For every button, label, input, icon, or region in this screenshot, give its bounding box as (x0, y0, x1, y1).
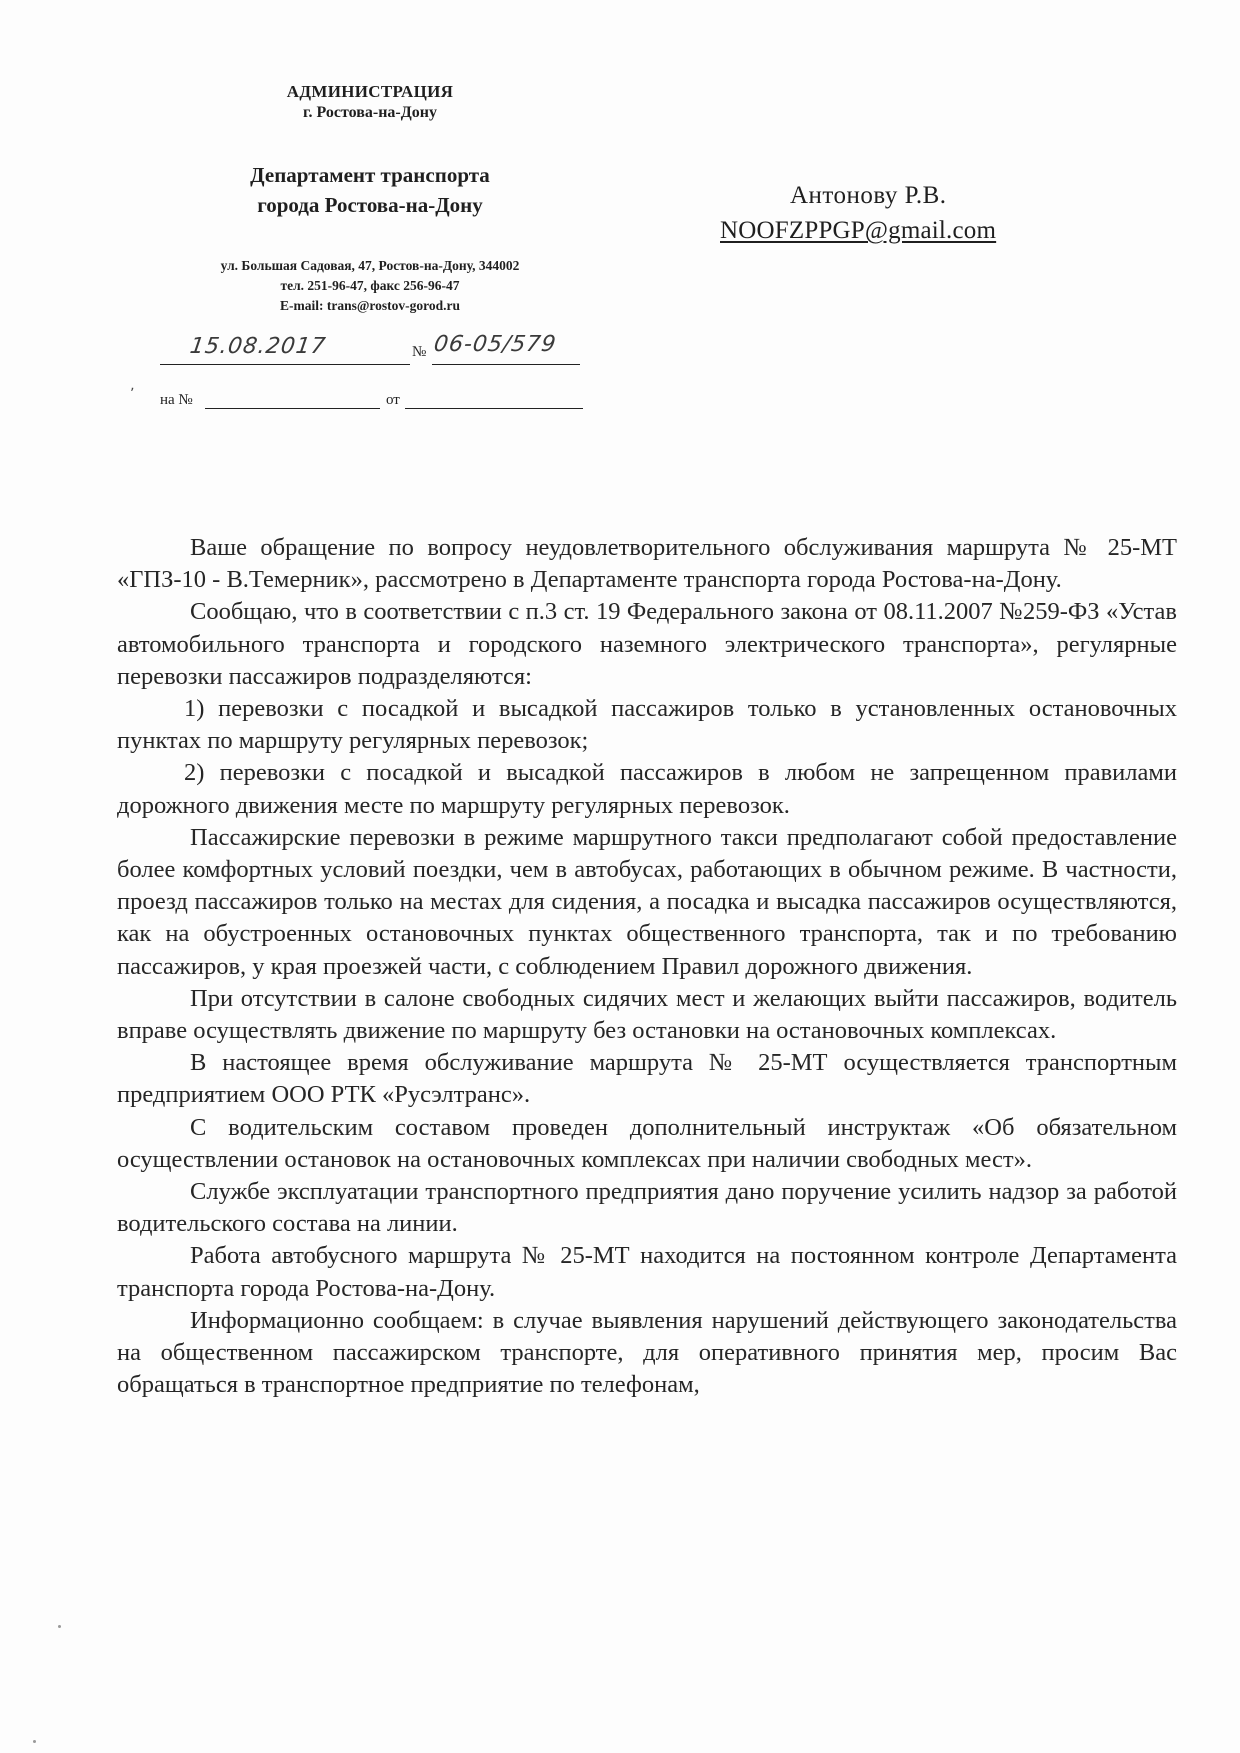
registration-number-label: № (412, 344, 427, 360)
paragraph-9: Информационно сообщаем: в случае выявления нарушений действующего законодательства на общественном пассажирском транспорте, для оперативного принятия мер, просим Вас обращаться в транспортное предприятие по телефонам, (117, 1306, 1177, 1399)
list-item-1: 1) перевозки с посадкой и высадкой пассажиров только в установленных остановочных пунктах по маршруту регулярных перевозок; (117, 695, 1177, 755)
registration-number-field (432, 332, 580, 365)
paragraph-5: В настоящее время обслуживание маршрута № 25-МТ осуществляется транспортным предприятием ООО РТК «Русэлтранс». (117, 1049, 1177, 1109)
list-item-2: 2) перевозки с посадкой и высадкой пассажиров в любом не запрещенном правилами дорожного движения месте по маршруту регулярных перевозок. (117, 759, 1177, 819)
paragraph-4: При отсутствии в салоне свободных сидячих мест и желающих выйти пассажиров, водитель вправе осуществлять движение по маршруту без остановки на остановочных комплексах. (117, 984, 1177, 1045)
scan-speck (33, 1740, 36, 1743)
letter-body (117, 532, 1177, 1401)
letterhead-contacts (150, 256, 590, 316)
letterhead-address: ул. Большая Садовая, 47, Ростов-на-Дону, 344002 (220, 258, 520, 273)
paragraph-6: С водительским составом проведен дополнительный инструктаж «Об обязательном осуществлении остановок на остановочных комплексах при наличии свободных мест». (117, 1113, 1177, 1173)
reference-number-blank (205, 408, 380, 409)
department-line-2: города Ростова-на-Дону (257, 193, 483, 217)
paragraph-7: Службе эксплуатации транспортного предприятия дано поручение усилить надзор за работой водительского состава на линии. (117, 1178, 1177, 1238)
reference-number-label: на № (160, 392, 193, 408)
letterhead-phones: тел. 251-96-47, факс 256-96-47 (280, 278, 460, 293)
addressee-block (720, 178, 1070, 248)
scan-speck (58, 1625, 61, 1628)
registration-number: 06-05/579 (432, 332, 559, 357)
department-line-1: Департамент транспорта (250, 163, 490, 187)
addressee-name: Антонову Р.В. (790, 182, 947, 209)
addressee-email: NOOFZPPGP@gmail.com (720, 217, 997, 244)
registration-date: 15.08.2017 (188, 334, 328, 359)
reference-date-blank (405, 408, 583, 409)
reference-date-label: от (386, 392, 400, 408)
paragraph-3: Пассажирские перевозки в режиме маршрутного такси предполагают собой предоставление более комфортных условий поездки, чем в автобусах, работающих в обычном режиме. В частности, проезд пассажиров только на местах для сидения, а посадка и высадка пассажиров осуществляются, как на обустроенных остановочных пунктах общественного транспорта, так и по требованию пассажиров, у края проезжей части, с соблюдением Правил дорожного движения. (117, 823, 1177, 980)
paragraph-2: Сообщаю, что в соответствии с п.3 ст. 19 Федерального закона от 08.11.2007 №259-ФЗ «Устав автомобильного транспорта и городского наземного электрического транспорта», регулярные перевозки пассажиров подразделяются: (117, 598, 1177, 690)
letterhead (150, 82, 590, 316)
paragraph-1: Ваше обращение по вопросу неудовлетворительного обслуживания маршрута № 25-МТ «ГПЗ-10 - В.Темерник», рассмотрено в Департаменте транспорта города Ростова-на-Дону. (117, 534, 1177, 594)
scan-mark-icon: ʼ (130, 386, 135, 402)
org-city: г. Ростова-на-Дону (303, 104, 437, 121)
registration-date-field (160, 334, 410, 365)
letterhead-email: E-mail: trans@rostov-gorod.ru (279, 298, 461, 313)
department-name (150, 160, 590, 220)
org-name: АДМИНИСТРАЦИЯ (286, 82, 454, 101)
paragraph-8: Работа автобусного маршрута № 25-МТ находится на постоянном контроле Департамента транспорта города Ростова-на-Дону. (117, 1242, 1177, 1302)
